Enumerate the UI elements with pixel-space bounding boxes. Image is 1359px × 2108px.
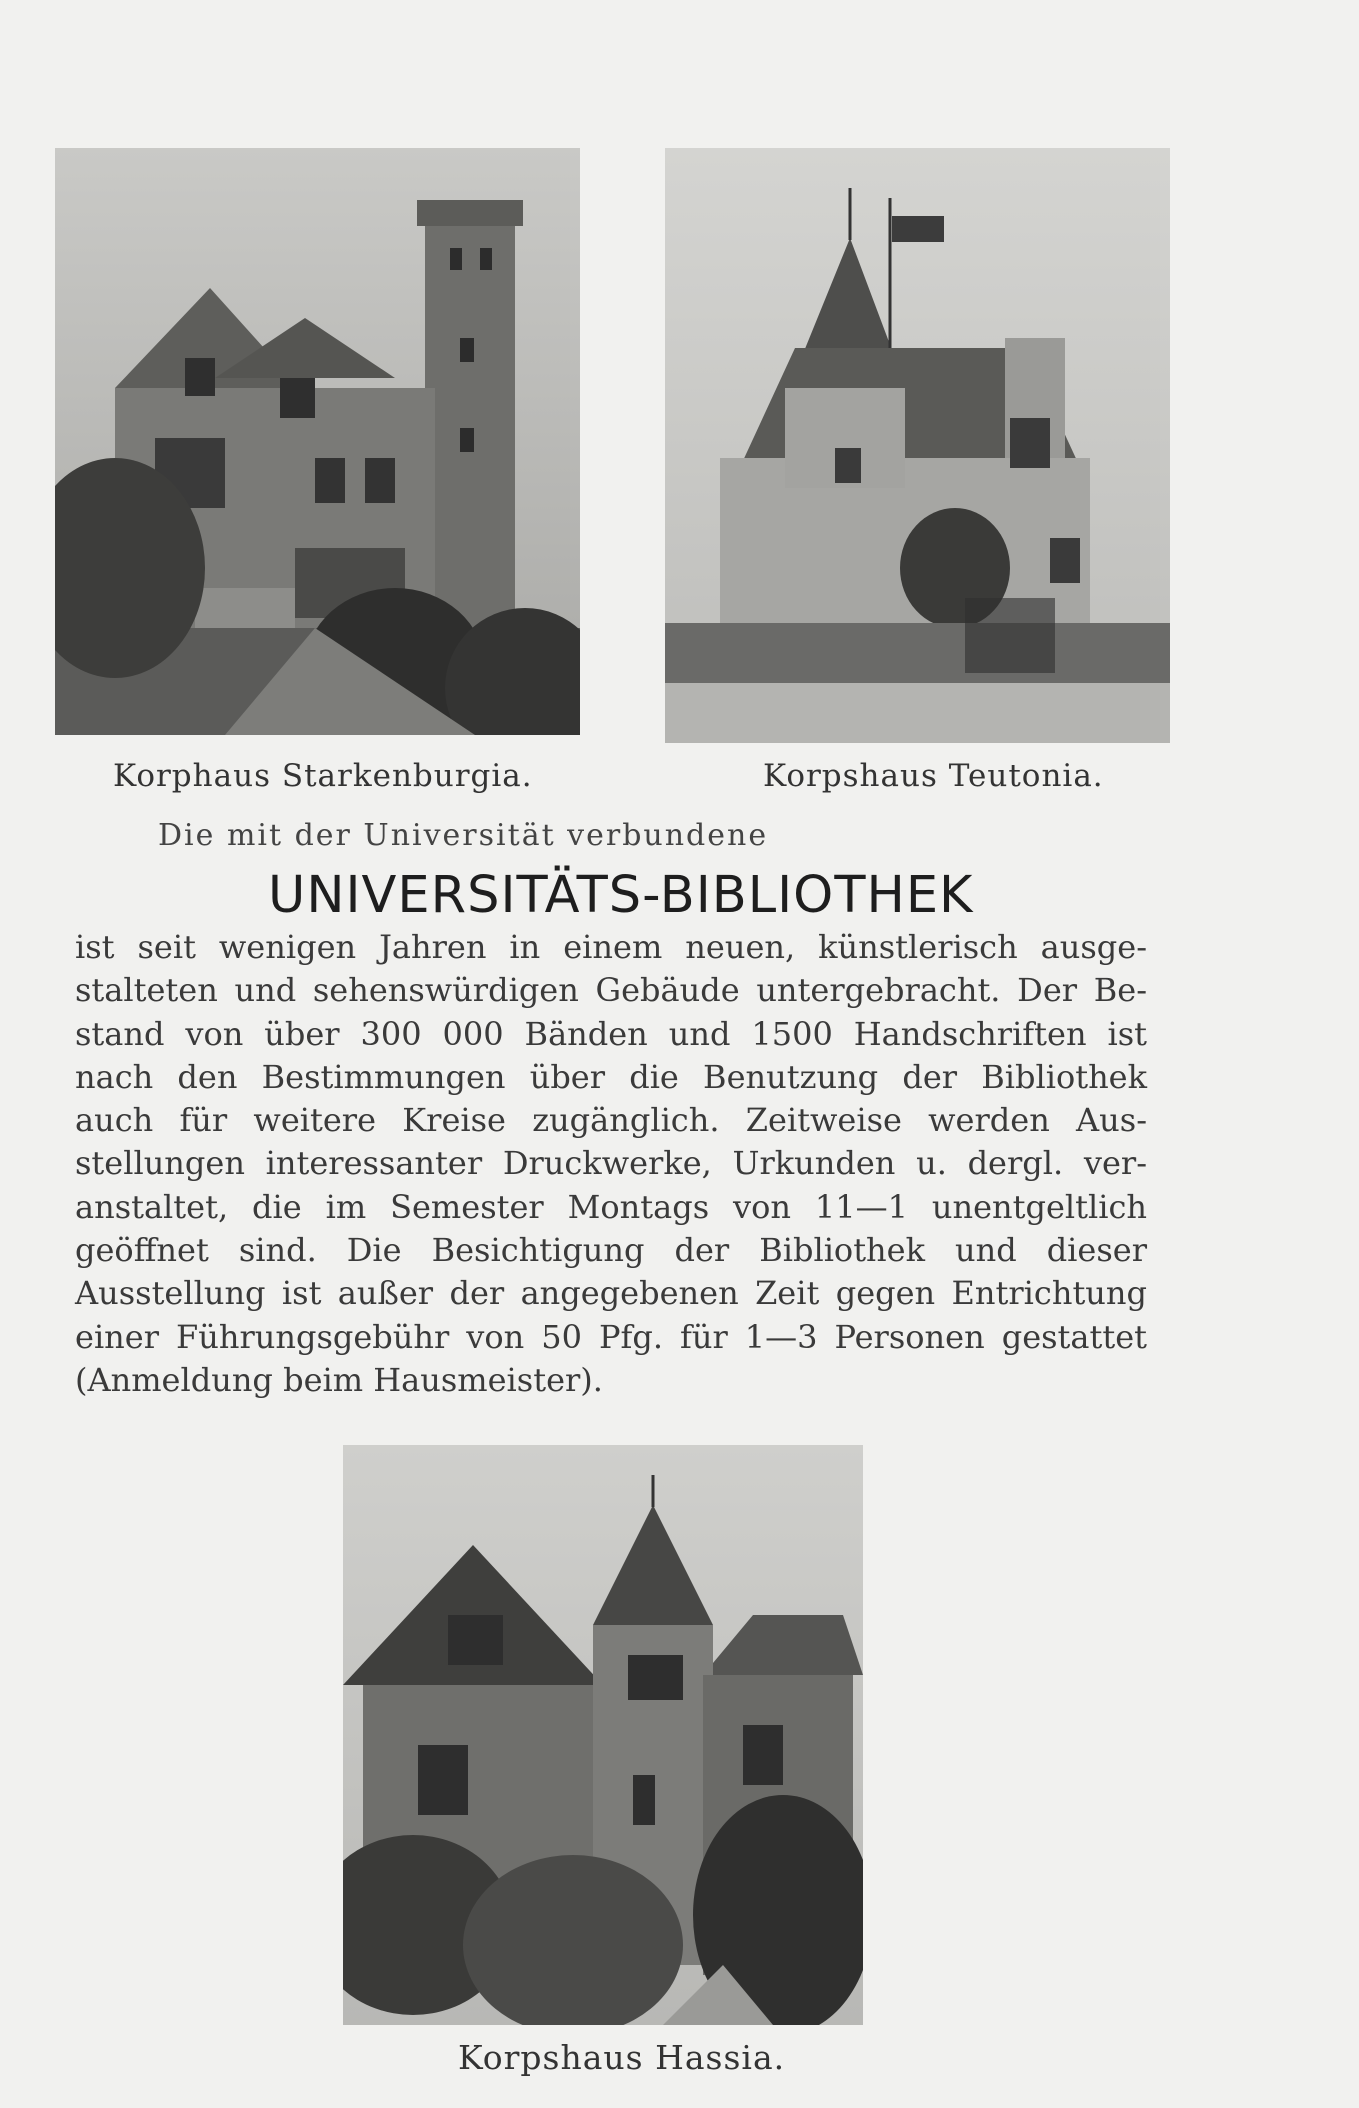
paragraph-line: ist seit wenigen Jahren in einem neuen, künstlerisch ausge- [75,928,1147,966]
photo-korphaus-starkenburgia [55,148,580,735]
paragraph-line: Ausstellung ist außer der angegebenen Zeit gegen Entrichtung [75,1274,1147,1313]
caption-teutonia: Korpshaus Teutonia. [763,758,1104,794]
paragraph-line: einer Führungsgebühr von 50 Pfg. für 1—3 Personen gestattet [75,1317,1147,1356]
paragraph-line: stellungen interessanter Druckwerke, Urkunden u. dergl. ver- [75,1144,1147,1183]
heading-universitaets-bibliothek: UNIVERSITÄTS-BIBLIOTHEK [268,866,974,925]
paragraph-line: stalteten und sehenswürdigen Gebäude untergebracht. Der Be- [75,971,1147,1010]
paragraph-line: auch für weitere Kreise zugänglich. Zeitweise werden Aus- [75,1101,1147,1140]
photo-korpshaus-hassia [343,1445,863,2025]
intro-text: Die mit der Universität verbundene [158,818,769,853]
paragraph-line: (Anmeldung beim Hausmeister). [75,1360,603,1399]
body-paragraph [75,926,1147,1402]
caption-hassia: Korpshaus Hassia. [458,2038,786,2077]
paragraph-line: geöffnet sind. Die Besichtigung der Bibliothek und dieser [75,1231,1147,1270]
paragraph-line: stand von über 300 000 Bänden und 1500 Handschriften ist [75,1014,1147,1053]
paragraph-line: nach den Bestimmungen über die Benutzung der Bibliothek [75,1057,1147,1096]
caption-starkenburgia: Korphaus Starkenburgia. [113,758,533,794]
paragraph-line: anstaltet, die im Semester Montags von 11—1 unentgeltlich [75,1187,1147,1226]
photo-korpshaus-teutonia [665,148,1170,743]
